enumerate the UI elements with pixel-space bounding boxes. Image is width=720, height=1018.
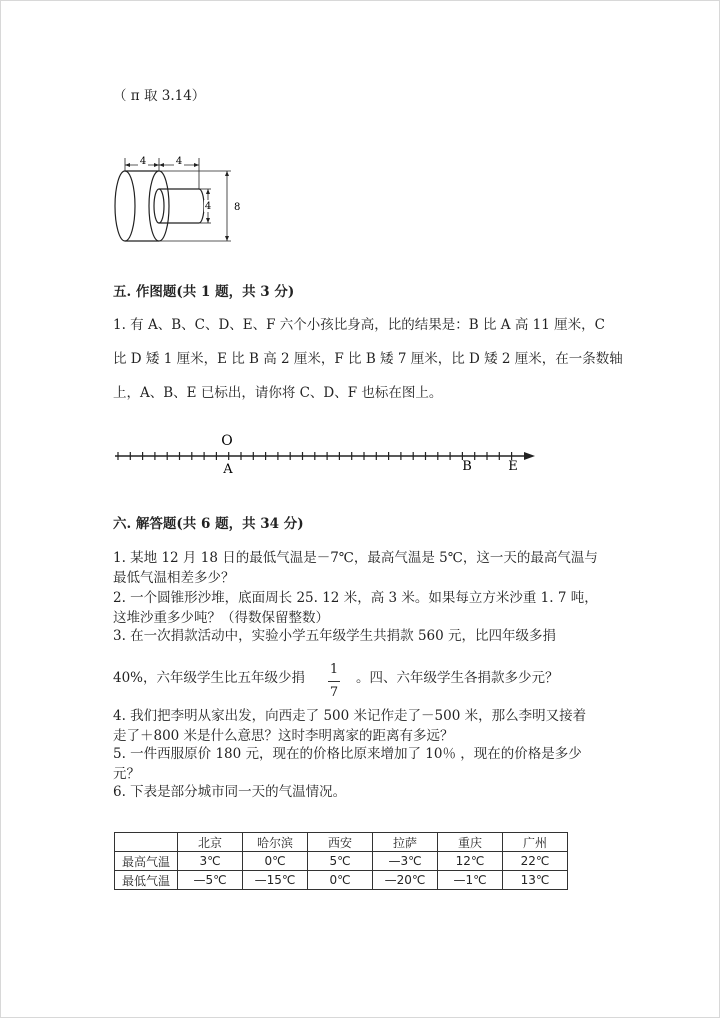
section6-q3-line2-before: 40%，六年级学生比五年级少捐 xyxy=(113,670,306,686)
table-cell: —20℃ xyxy=(373,871,438,890)
section5-q1-line3: 上，A、B、E 已标出，请你将 C、D、F 也标在图上。 xyxy=(113,385,443,401)
dim-outer-height: 8 xyxy=(234,202,241,213)
number-line xyxy=(110,430,540,480)
section6-q1-line1: 1. 某地 12 月 18 日的最低气温是－7℃，最高气温是 5℃，这一天的最高气温与 xyxy=(113,550,598,566)
point-a-label: A xyxy=(223,462,233,477)
dim-top-right: 4 xyxy=(175,156,183,167)
inner-left-ellipse xyxy=(154,189,164,223)
table-header-cell: 拉萨 xyxy=(373,833,438,852)
fraction-numerator: 1 xyxy=(329,662,339,677)
table-header-row xyxy=(115,833,568,852)
table-row xyxy=(115,852,568,871)
table-header-cell: 广州 xyxy=(503,833,568,852)
fraction-bar xyxy=(328,681,340,682)
dim-inner-height: 4 xyxy=(204,201,212,212)
section6-q5-line2: 元？ xyxy=(113,766,140,782)
section6-q4-line1: 4. 我们把李明从家出发，向西走了 500 米记作走了－500 米，那么李明又接着 xyxy=(113,708,587,724)
section6-heading: 六. 解答题(共 6 题，共 34 分) xyxy=(113,516,304,532)
table-cell: —3℃ xyxy=(373,852,438,871)
section5-q1-line1: 1. 有 A、B、C、D、E、F 六个小孩比身高，比的结果是：B 比 A 高 11 厘米，C xyxy=(113,317,605,333)
table-cell: 最低气温 xyxy=(115,871,178,890)
table-header-cell: 哈尔滨 xyxy=(243,833,308,852)
dim-top-left: 4 xyxy=(139,156,147,167)
table-cell: —1℃ xyxy=(438,871,503,890)
table-cell: —5℃ xyxy=(178,871,243,890)
temperature-table xyxy=(114,832,568,890)
number-line-arrow xyxy=(524,452,535,460)
table-cell: 0℃ xyxy=(243,852,308,871)
section6-q3-line2-after: 。四、六年级学生各捐款多少元？ xyxy=(356,670,559,686)
table-header-cell: 西安 xyxy=(308,833,373,852)
section5-heading: 五. 作图题(共 1 题，共 3 分) xyxy=(113,284,295,300)
point-e-label: E xyxy=(508,459,518,474)
table-cell: 5℃ xyxy=(308,852,373,871)
table-header-cell: 重庆 xyxy=(438,833,503,852)
pi-note: （ π 取 3.14） xyxy=(113,88,206,104)
section6-q4-line2: 走了＋800 米是什么意思？这时李明离家的距离有多远？ xyxy=(113,728,454,744)
table-row xyxy=(115,871,568,890)
section6-q2-line2: 这堆沙重多少吨？（得数保留整数） xyxy=(113,610,329,626)
section6-q3-line1: 3. 在一次捐款活动中，实验小学五年级学生共捐款 560 元，比四年级多捐 xyxy=(113,628,557,644)
origin-label: O xyxy=(221,433,233,449)
table-cell: 13℃ xyxy=(503,871,568,890)
table-header-cell xyxy=(115,833,178,852)
table-cell: 12℃ xyxy=(438,852,503,871)
section6-q2-line1: 2. 一个圆锥形沙堆，底面周长 25. 12 米，高 3 米。如果每立方米沙重 1. 7 吨， xyxy=(113,590,598,606)
table-header-cell: 北京 xyxy=(178,833,243,852)
table-cell: 0℃ xyxy=(308,871,373,890)
section6-q1-line2: 最低气温相差多少？ xyxy=(113,570,235,586)
fraction-one-seventh xyxy=(326,662,342,701)
table-cell: —15℃ xyxy=(243,871,308,890)
section6-q5-line1: 5. 一件西服原价 180 元，现在的价格比原来增加了 10％ ，现在的价格是多少 xyxy=(113,746,582,762)
table-cell: 最高气温 xyxy=(115,852,178,871)
point-b-label: B xyxy=(462,459,472,474)
table-cell: 22℃ xyxy=(503,852,568,871)
pipe-figure xyxy=(105,150,245,250)
section5-q1-line2: 比 D 矮 1 厘米，E 比 B 高 2 厘米，F 比 B 矮 7 厘米，比 D 矮 2 厘米，在一条数轴 xyxy=(113,351,623,367)
inner-right-arc xyxy=(199,189,204,223)
outer-left-ellipse xyxy=(115,171,135,241)
fraction-denominator: 7 xyxy=(329,685,339,700)
section6-q6-line1: 6. 下表是部分城市同一天的气温情况。 xyxy=(113,784,347,800)
table-cell: 3℃ xyxy=(178,852,243,871)
